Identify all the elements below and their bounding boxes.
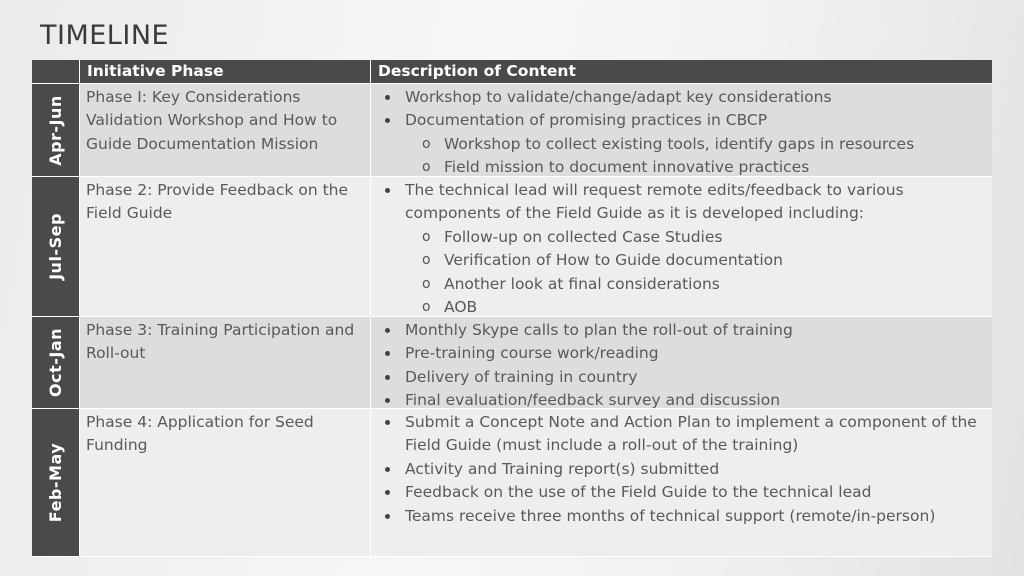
list-item: Teams receive three months of technical support (remote/in-person) xyxy=(377,505,986,528)
sub-list-item: o AOB xyxy=(412,296,986,317)
period-label-cell xyxy=(32,409,79,557)
sub-list-item: o Field mission to document innovative practices xyxy=(412,156,986,177)
phase-cell: Phase I: Key Considerations Validation Workshop and How to Guide Documentation Mission xyxy=(79,84,370,177)
phase-cell: Phase 2: Provide Feedback on the Field Guide xyxy=(79,177,370,317)
list-item: Feedback on the use of the Field Guide to the technical lead xyxy=(377,481,986,504)
sub-list-item: o Verification of How to Guide documentation xyxy=(412,249,986,272)
phase-cell: Phase 3: Training Participation and Roll-out xyxy=(79,317,370,409)
phase-cell: Phase 4: Application for Seed Funding xyxy=(79,409,370,557)
period-label-cell xyxy=(32,84,79,177)
list-item: Submit a Concept Note and Action Plan to implement a component of the Field Guide (must include a roll-out of the training) xyxy=(377,411,986,458)
period-label: Feb-May xyxy=(46,442,66,523)
period-label-cell xyxy=(32,177,79,317)
list-item: Monthly Skype calls to plan the roll-out of training xyxy=(377,319,986,342)
page-title: TIMELINE xyxy=(40,20,170,51)
description-cell xyxy=(370,317,992,409)
sub-list-item: o Another look at final considerations xyxy=(412,273,986,296)
list-item: Documentation of promising practices in CBCP o Workshop to collect existing tools, identify gaps in resources o Field mission to document innovative practices xyxy=(377,109,986,177)
list-item: Final evaluation/feedback survey and discussion xyxy=(377,389,986,409)
list-item: Activity and Training report(s) submitted xyxy=(377,458,986,481)
description-cell xyxy=(370,177,992,317)
header-description: Description of Content xyxy=(370,60,992,84)
list-item: The technical lead will request remote edits/feedback to various components of the Field Guide as it is developed including: o Follow-up on collected Case Studies o Verification of How to Guide documentation o Another look at final considerations o AOB xyxy=(377,179,986,317)
period-label: Oct-Jan xyxy=(46,327,66,398)
header-corner xyxy=(32,60,79,84)
sub-list-item: o Workshop to collect existing tools, identify gaps in resources xyxy=(412,133,986,156)
header-initiative-phase: Initiative Phase xyxy=(79,60,370,84)
description-cell xyxy=(370,84,992,177)
sub-list-item: o Follow-up on collected Case Studies xyxy=(412,226,986,249)
period-label: Jul-Sep xyxy=(46,213,66,280)
list-item: Workshop to validate/change/adapt key considerations xyxy=(377,86,986,109)
period-label: Apr-Jun xyxy=(46,94,66,166)
list-item: Pre-training course work/reading xyxy=(377,342,986,365)
list-item: Delivery of training in country xyxy=(377,366,986,389)
description-cell xyxy=(370,409,992,557)
timeline-table xyxy=(32,60,992,557)
period-label-cell xyxy=(32,317,79,409)
